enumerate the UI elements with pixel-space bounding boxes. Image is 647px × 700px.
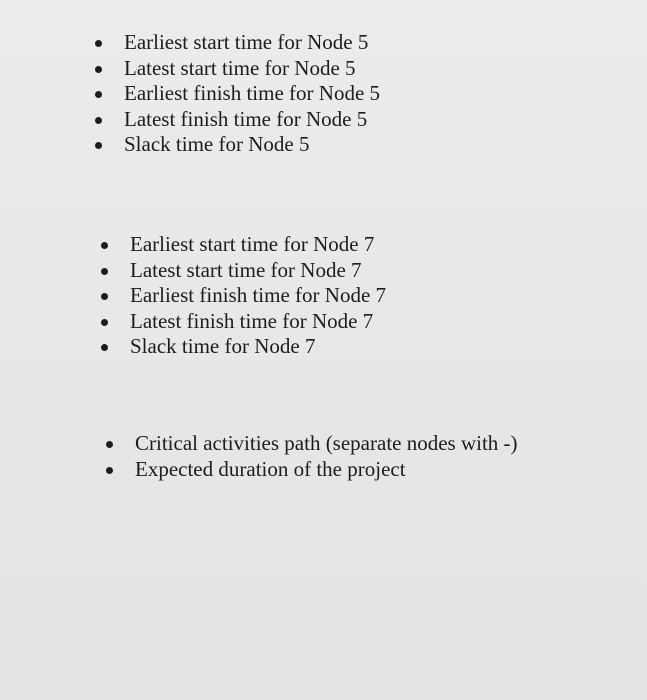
list-item: [124, 81, 380, 107]
list-item-text: Critical activities path (separate nodes with -): [135, 431, 518, 455]
bullet-icon: [95, 142, 102, 149]
list-item: [124, 132, 380, 158]
bullet-icon: [95, 91, 102, 98]
list-item-text: Latest start time for Node 5: [124, 55, 356, 80]
bullet-icon: [106, 441, 113, 448]
list-item: [130, 309, 386, 335]
bullet-icon: [95, 117, 102, 124]
list-item-text: Latest start time for Node 7: [130, 257, 362, 282]
list-item-text: Earliest start time for Node 7: [130, 232, 375, 256]
bullet-icon: [101, 319, 108, 326]
bullet-icon: [101, 268, 108, 275]
list-item-text: Earliest finish time for Node 5: [124, 81, 381, 105]
node-7-question-list: [130, 232, 386, 360]
bullet-icon: [95, 66, 102, 73]
bullet-icon: [95, 40, 102, 47]
list-item-text: Earliest finish time for Node 7: [130, 283, 387, 307]
bullet-icon: [101, 344, 108, 351]
list-item: [135, 457, 518, 483]
list-item-text: Earliest start time for Node 5: [124, 30, 369, 54]
bullet-icon: [106, 467, 113, 474]
list-item: [135, 431, 518, 457]
node-5-question-list: [124, 30, 380, 158]
list-item: [130, 334, 386, 360]
list-item: [130, 258, 386, 284]
list-item: [130, 232, 386, 258]
list-item-text: Latest finish time for Node 5: [124, 106, 368, 131]
list-item: [124, 56, 380, 82]
bullet-icon: [101, 293, 108, 300]
list-item-text: Expected duration of the project: [135, 456, 406, 481]
list-item-text: Latest finish time for Node 7: [130, 308, 374, 333]
list-item: [124, 30, 380, 56]
list-item: [124, 107, 380, 133]
project-question-list: [135, 431, 518, 482]
list-item: [130, 283, 386, 309]
list-item-text: Slack time for Node 5: [124, 132, 310, 156]
bullet-icon: [101, 242, 108, 249]
list-item-text: Slack time for Node 7: [130, 334, 316, 358]
